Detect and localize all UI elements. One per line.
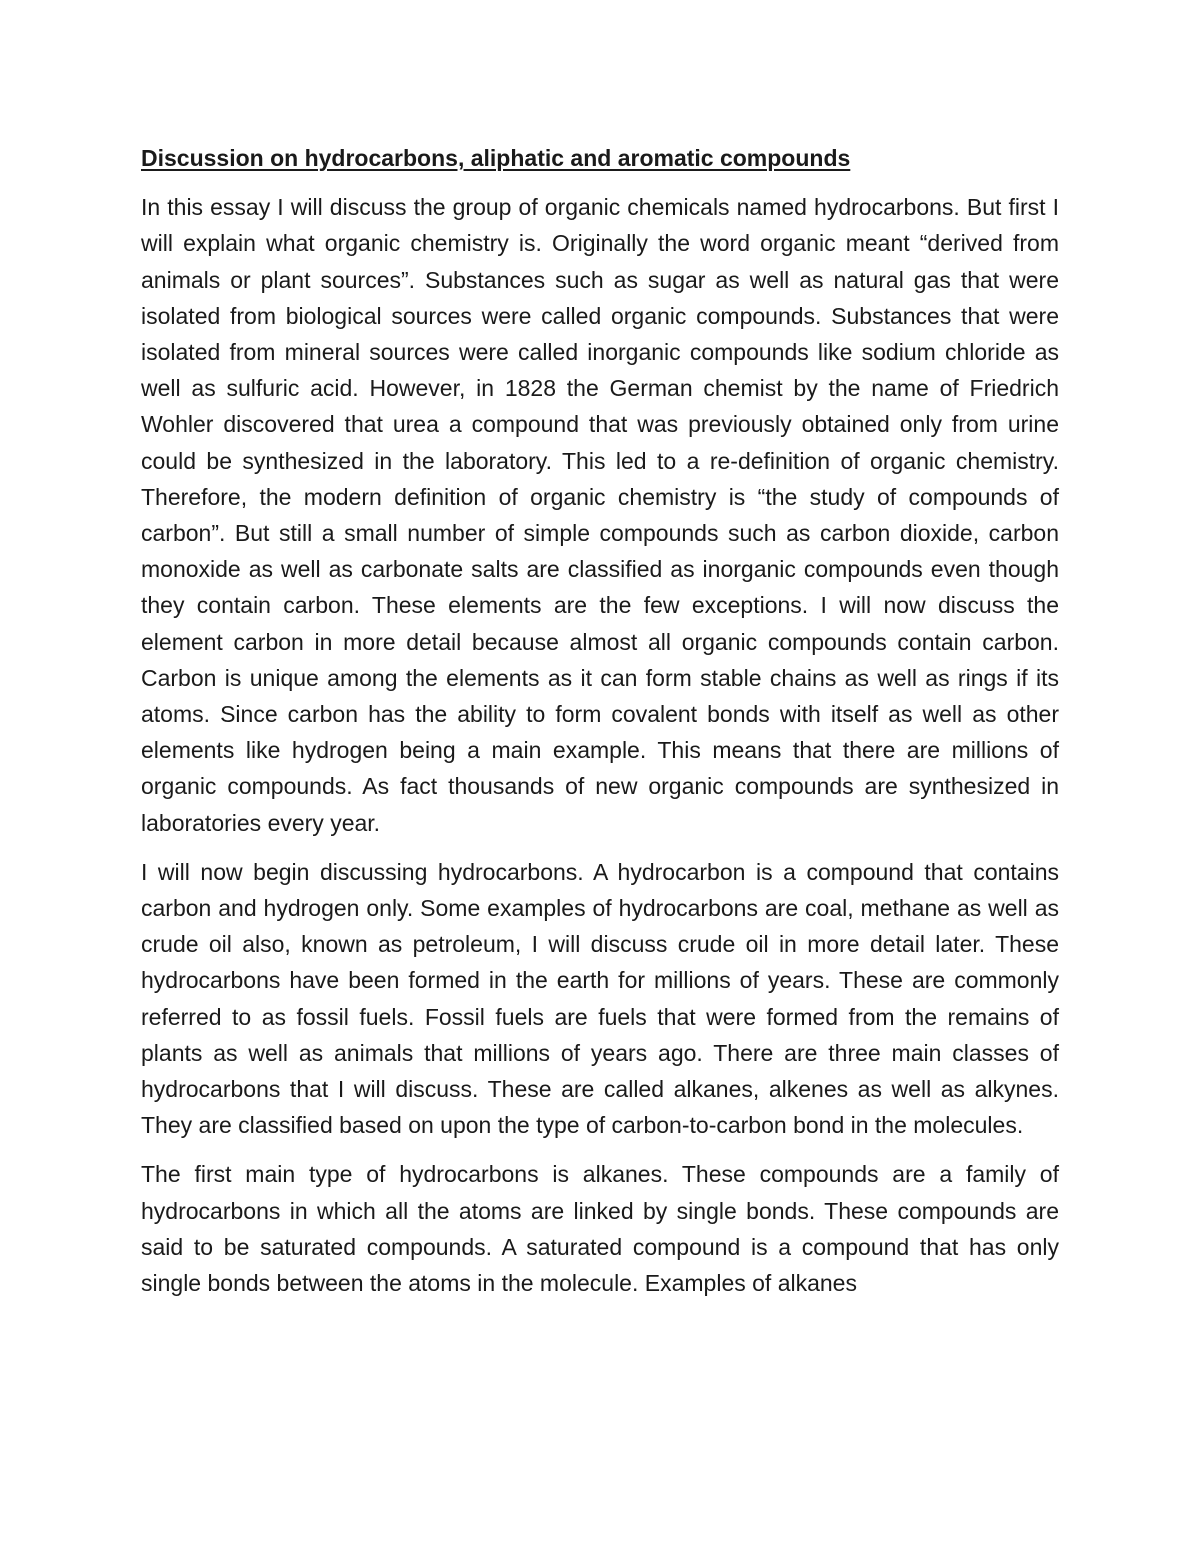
document-title: Discussion on hydrocarbons, aliphatic and aromatic compounds bbox=[141, 145, 851, 171]
paragraph-hydrocarbons: I will now begin discussing hydrocarbons. A hydrocarbon is a compound that contains carbon and hydrogen only. Some examples of hydrocarbons are coal, methane as well as crude oil also, known as petroleum, I will discuss crude oil in more detail later. These hydrocarbons have been formed in the earth for millions of years. These are commonly referred to as fossil fuels. Fossil fuels are fuels that were formed from the remains of plants as well as animals that millions of years ago. There are three main classes of hydrocarbons that I will discuss. These are called alkanes, alkenes as well as alkynes. They are classified based on upon the type of carbon-to-carbon bond in the molecules. bbox=[141, 858, 1059, 1139]
document-body bbox=[141, 140, 1059, 1314]
paragraph-alkanes: The first main type of hydrocarbons is alkanes. These compounds are a family of hydrocarbons in which all the atoms are linked by single bonds. These compounds are said to be saturated compounds. A saturated compound is a compound that has only single bonds between the atoms in the molecule. Examples of alkanes bbox=[141, 1161, 1059, 1297]
paragraph-intro-organic-chemistry: In this essay I will discuss the group of organic chemicals named hydrocarbons. But first I will explain what organic chemistry is. Originally the word organic meant “derived from animals or plant sources”. Substances such as sugar as well as natural gas that were isolated from biological sources were called organic compounds. Substances that were isolated from mineral sources were called inorganic compounds like sodium chloride as well as sulfuric acid. However, in 1828 the German chemist by the name of Friedrich Wohler discovered that urea a compound that was previously obtained only from urine could be synthesized in the laboratory. This led to a re-definition of organic chemistry. Therefore, the modern definition of organic chemistry is “the study of compounds of carbon”. But still a small number of simple compounds such as carbon dioxide, carbon monoxide as well as carbonate salts are classified as inorganic compounds even though they contain carbon. These elements are the few exceptions. I will now discuss the element carbon in more detail because almost all organic compounds contain carbon. Carbon is unique among the elements as it can form stable chains as well as rings if its atoms. Since carbon has the ability to form covalent bonds with itself as well as other elements like hydrogen being a main example. This means that there are millions of organic compounds. As fact thousands of new organic compounds are synthesized in laboratories every year. bbox=[141, 194, 1059, 836]
